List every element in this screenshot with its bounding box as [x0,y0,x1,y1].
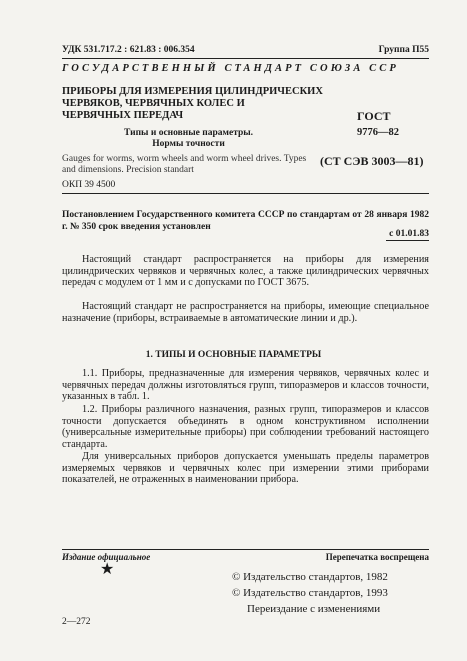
effective-date: с 01.01.83 [389,229,429,239]
udk-code: УДК 531.717.2 : 621.83 : 006.354 [62,45,195,55]
paragraph-scope: Настоящий стандарт распространяется на приборы для измерения цилиндрических червяков и червячных колес, а также цилиндрических червячных передач с модулем от 1 мм и с допусками по ГОСТ 3675. [62,254,429,289]
copyright-line: © Издательство стандартов, 1993 [232,587,388,599]
decree-text: Постановлением Государственного комитета СССР по стандартам от 28 января 1982 г. № 350 срок введения установлен [62,210,429,232]
subtitle-line: Нормы точности [152,139,225,149]
english-title: Gauges for worms, worm wheels and worm wheel drives. Types and dimensions. Precision standart [62,154,307,175]
reprint-ban-label: Перепечатка воспрещена [325,552,429,562]
group-code: Группа П55 [378,45,429,55]
document-title [62,86,323,122]
official-edition-label: Издание официальное [62,552,151,562]
title-line: ЧЕРВЯКОВ, ЧЕРВЯЧНЫХ КОЛЕС И [62,98,245,109]
document-subtitle [124,128,253,150]
copyright-line: © Издательство стандартов, 1982 [232,571,388,583]
effective-date-underline [386,240,429,241]
title-divider [62,193,429,194]
section-heading: 1. ТИПЫ И ОСНОВНЫЕ ПАРАМЕТРЫ [145,350,322,360]
footer-divider [62,549,429,550]
page-code: 2—272 [62,617,91,627]
reissue-note: Переиздание с изменениями [247,603,381,615]
gost-label: ГОСТ [357,109,391,123]
header-divider [62,58,429,59]
title-line: ЧЕРВЯЧНЫХ ПЕРЕДАЧ [62,110,184,121]
star-icon: ★ [100,561,115,578]
st-sev-reference: (СТ СЭВ 3003—81) [320,154,424,168]
okp-code: ОКП 39 4500 [62,180,116,190]
gost-number: 9776—82 [357,127,399,138]
paragraph-1-2: 1.2. Приборы различного назначения, разных групп, типоразмеров и классов точности допускается объединять в одном конструктивном исполнении (универсальные измерительные приборы) при соблюдении требований настоящего стандарта. [62,404,429,450]
subtitle-line: Типы и основные параметры. [124,128,254,138]
state-standard-banner: ГОСУДАРСТВЕННЫЙ СТАНДАРТ СОЮЗА ССР [62,63,399,74]
title-line: ПРИБОРЫ ДЛЯ ИЗМЕРЕНИЯ ЦИЛИНДРИЧЕСКИХ [62,86,323,97]
paragraph-exclusions: Настоящий стандарт не распространяется на приборы, имеющие специальное назначение (приборы, встраиваемые в автоматические линии и др.). [62,301,429,324]
paragraph-1-1: 1.1. Приборы, предназначенные для измерения червяков, червячных колес и червячных передач должны изготовляться групп, типоразмеров и классов точности, указанных в табл. 1. [62,368,429,403]
paragraph-universal: Для универсальных приборов допускается уменьшать пределы параметров измеряемых червяков и червячных колес при измерении этими приборами показателей, не отраженных в наименовании прибора. [62,451,429,486]
